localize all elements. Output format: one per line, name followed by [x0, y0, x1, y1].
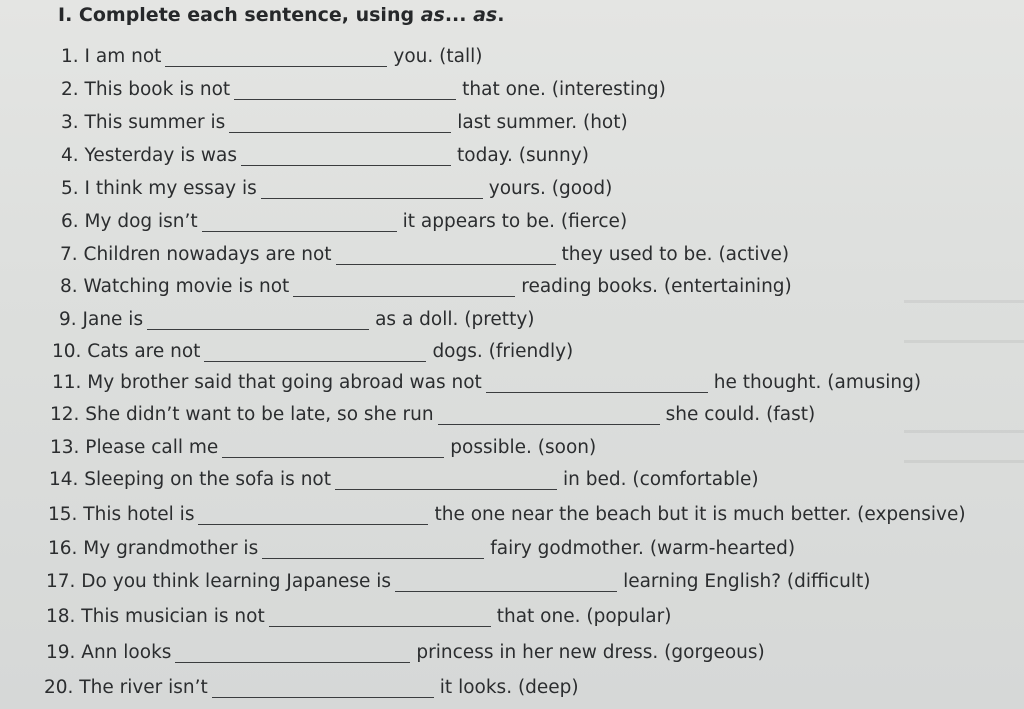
sentence-start: 1. I am not [61, 46, 162, 67]
answer-blank[interactable] [175, 644, 410, 663]
heading-prefix: I. Complete each sentence, using [58, 4, 421, 26]
sentence-start: 2. This book is not [61, 79, 231, 100]
sentence-start: 6. My dog isn’t [61, 211, 198, 232]
sentence-item [61, 45, 482, 69]
bleed-through-text [904, 300, 1024, 303]
sentence-start: 9. Jane is [59, 309, 144, 330]
sentence-item [46, 641, 765, 665]
sentence-start: 14. Sleeping on the sofa is not [49, 469, 331, 490]
sentence-end: fairy godmother. (warm-hearted) [490, 538, 796, 559]
sentence-item [44, 676, 579, 700]
answer-blank[interactable] [336, 246, 556, 265]
answer-blank[interactable] [293, 278, 515, 297]
sentence-item [48, 503, 966, 527]
sentence-end: the one near the beach but it is much better. (expensive) [434, 504, 966, 525]
sentence-item [46, 605, 671, 629]
sentence-start: 12. She didn’t want to be late, so she run [50, 404, 434, 425]
sentence-end: as a doll. (pretty) [375, 309, 535, 330]
sentence-start: 18. This musician is not [46, 606, 265, 627]
sentence-start: 5. I think my essay is [61, 178, 257, 199]
sentence-start: 7. Children nowadays are not [60, 244, 332, 265]
answer-blank[interactable] [229, 114, 451, 133]
answer-blank[interactable] [202, 213, 397, 232]
sentence-item [46, 570, 870, 594]
sentence-end: it appears to be. (fierce) [402, 211, 628, 232]
sentence-end: she could. (fast) [665, 404, 816, 425]
sentence-end: today. (sunny) [457, 145, 589, 166]
sentence-item [60, 275, 792, 299]
answer-blank[interactable] [165, 48, 387, 67]
sentence-item [52, 371, 921, 395]
bleed-through-text [904, 460, 1024, 463]
sentence-end: yours. (good) [488, 178, 613, 199]
sentence-start: 19. Ann looks [46, 642, 172, 663]
sentence-end: that one. (popular) [496, 606, 672, 627]
bleed-through-text [904, 430, 1024, 433]
heading-suffix: . [497, 4, 505, 26]
sentence-start: 8. Watching movie is not [60, 276, 290, 297]
answer-blank[interactable] [212, 679, 434, 698]
sentence-item [52, 340, 573, 364]
sentence-end: in bed. (comfortable) [563, 469, 759, 490]
heading-as-first: as [420, 4, 445, 26]
sentence-end: learning English? (difficult) [623, 571, 871, 592]
sentence-item [48, 537, 795, 561]
sentence-item [61, 111, 628, 135]
sentence-item [61, 144, 589, 168]
sentence-item [59, 308, 535, 332]
answer-blank[interactable] [261, 180, 483, 199]
answer-blank[interactable] [234, 81, 456, 100]
answer-blank[interactable] [147, 311, 369, 330]
sentence-start: 3. This summer is [61, 112, 226, 133]
sentence-end: you. (tall) [393, 46, 483, 67]
sentence-item [61, 78, 666, 102]
sentence-end: that one. (interesting) [462, 79, 666, 100]
answer-blank[interactable] [198, 506, 428, 525]
sentence-start: 13. Please call me [50, 437, 219, 458]
answer-blank[interactable] [438, 406, 660, 425]
sentence-end: they used to be. (active) [561, 244, 790, 265]
sentence-start: 20. The river isn’t [44, 677, 208, 698]
bleed-through-text [904, 340, 1024, 343]
answer-blank[interactable] [262, 540, 484, 559]
heading-middle: ... [444, 4, 474, 26]
sentence-start: 15. This hotel is [48, 504, 195, 525]
answer-blank[interactable] [241, 147, 451, 166]
sentence-item [60, 243, 789, 267]
sentence-end: last summer. (hot) [457, 112, 628, 133]
answer-blank[interactable] [269, 608, 491, 627]
answer-blank[interactable] [335, 471, 557, 490]
answer-blank[interactable] [486, 374, 708, 393]
sentence-start: 11. My brother said that going abroad was not [52, 372, 482, 393]
sentence-end: princess in her new dress. (gorgeous) [416, 642, 765, 663]
sentence-start: 16. My grandmother is [48, 538, 259, 559]
sentence-item [50, 403, 815, 427]
sentence-start: 4. Yesterday is was [61, 145, 237, 166]
sentence-end: he thought. (amusing) [713, 372, 922, 393]
heading-as-second: as [473, 4, 498, 26]
sentence-end: dogs. (friendly) [432, 341, 574, 362]
sentence-item [49, 468, 759, 492]
sentence-end: possible. (soon) [450, 437, 597, 458]
sentence-item [61, 210, 627, 234]
sentence-start: 17. Do you think learning Japanese is [46, 571, 392, 592]
sentence-end: reading books. (entertaining) [521, 276, 792, 297]
sentence-end: it looks. (deep) [439, 677, 579, 698]
sentence-item [50, 436, 596, 460]
exercise-heading [58, 2, 504, 28]
answer-blank[interactable] [204, 343, 426, 362]
sentence-start: 10. Cats are not [52, 341, 201, 362]
answer-blank[interactable] [222, 439, 444, 458]
answer-blank[interactable] [395, 573, 617, 592]
sentence-item [61, 177, 612, 201]
